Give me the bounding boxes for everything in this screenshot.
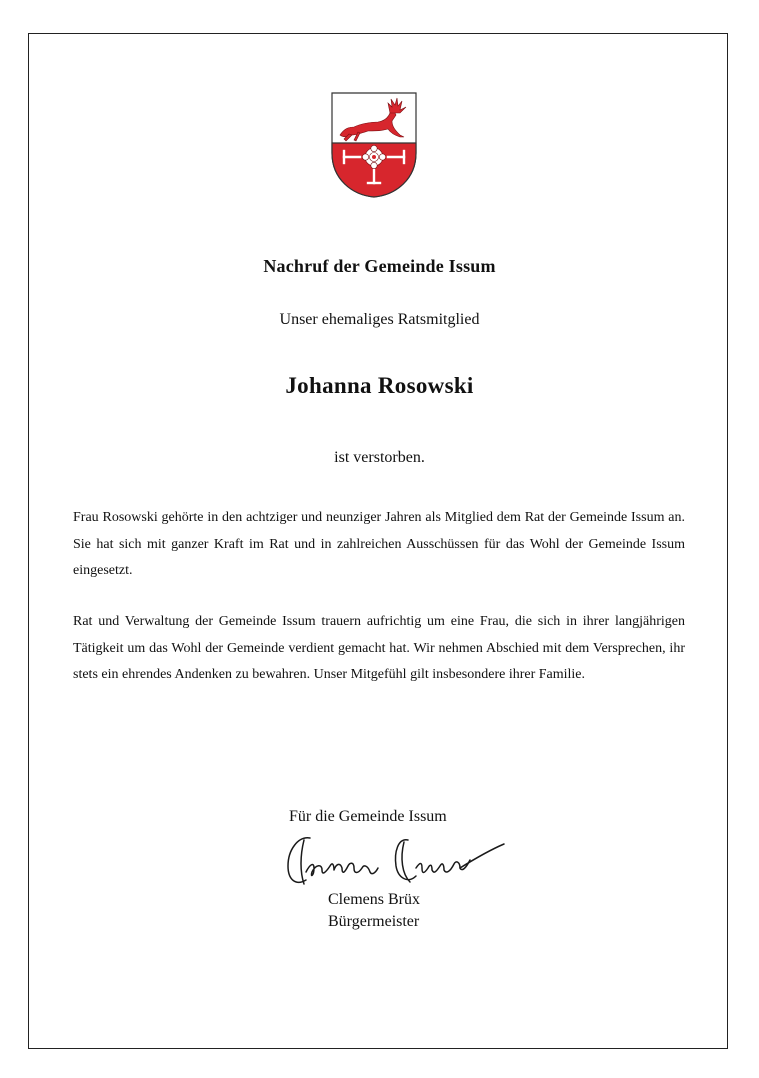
page-title: Nachruf der Gemeinde Issum: [263, 256, 496, 276]
deceased-line: ist verstorben.: [334, 449, 425, 466]
coat-of-arms-icon: [330, 91, 418, 199]
handwritten-signature: [280, 828, 510, 892]
signer-name: Clemens Brüx: [328, 891, 420, 908]
paragraph-1: Frau Rosowski gehörte in den achtziger und neunziger Jahren als Mitglied dem Rat der Gemeinde Issum an. Sie hat sich mit ganzer Kraft im Rat und in zahlreichen Ausschüssen für das Wohl der Gemeinde Issum eingesetzt.: [73, 510, 685, 578]
paragraph-2: Rat und Verwaltung der Gemeinde Issum trauern aufrichtig um eine Frau, die sich in ihrer langjährigen Tätigkeit um das Wohl der Gemeinde verdient gemacht hat. Wir nehmen Abschied mit dem Versprechen, ihr stets ein ehrendes Andenken zu bewahren. Unser Mitgefühl gilt insbesondere ihrer Familie.: [73, 614, 685, 682]
closing-line: Für die Gemeinde Issum: [289, 808, 447, 825]
deceased-name: Johanna Rosowski: [285, 373, 474, 398]
subtitle: Unser ehemaliges Ratsmitglied: [279, 311, 480, 328]
signer-role: Bürgermeister: [328, 913, 420, 930]
